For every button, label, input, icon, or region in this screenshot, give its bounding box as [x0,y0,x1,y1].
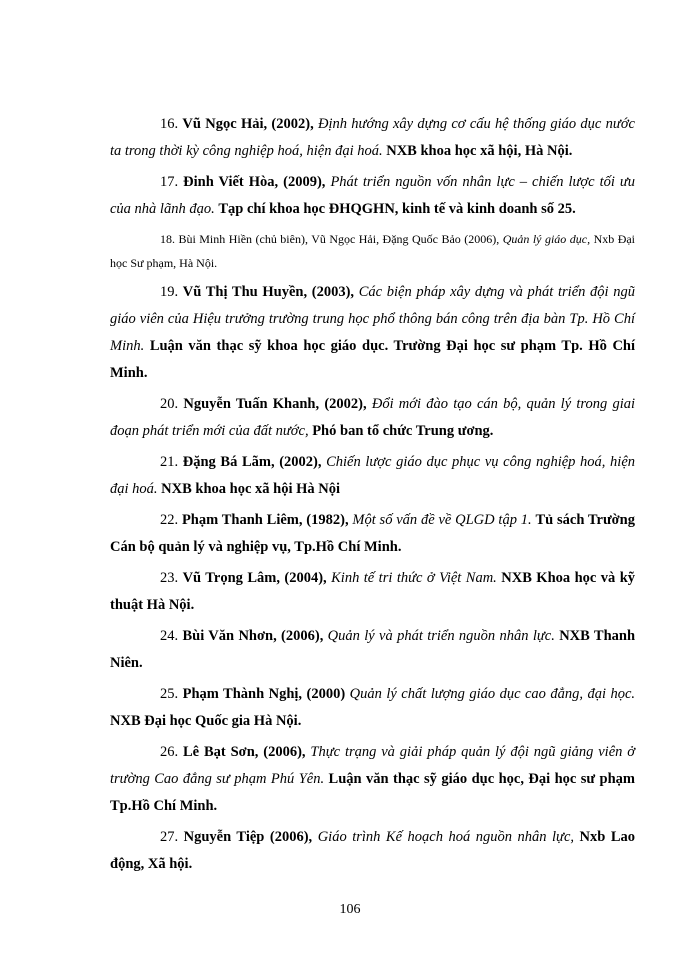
reference-author: Vũ Thị Thu Huyền, (2003), [182,284,355,300]
reference-item [110,169,635,223]
reference-author: Đặng Bá Lãm, (2002), [182,454,322,470]
reference-item [110,391,635,445]
reference-publisher: Tạp chí khoa học ĐHQGHN, kinh tế và kinh doanh số 25. [218,201,576,217]
reference-item [110,824,635,878]
reference-publisher: Phó ban tổ chức Trung ương. [312,423,494,439]
reference-title: Đổi mới đào tạo cán bộ, quản lý trong giai đoạn phát triển mới của đất nước, [110,396,636,439]
reference-author: Bùi Văn Nhơn, (2006), [182,628,324,644]
reference-number: 23. [160,570,179,586]
reference-author: Nguyễn Tuấn Khanh, (2002), [183,396,367,412]
reference-number: 26. [160,744,179,760]
reference-item [110,227,635,275]
reference-publisher: Luận văn thạc sỹ khoa học giáo dục. Trường Đại học sư phạm Tp. Hồ Chí Minh. [110,338,636,381]
reference-publisher: NXB khoa học xã hội, Hà Nội. [386,143,573,159]
reference-item [110,681,635,735]
reference-number: 21. [160,454,179,470]
reference-title: Phát triển nguồn vốn nhân lực – chiến lược tối ưu của nhà lãnh đạo. [110,174,636,217]
reference-item [110,507,635,561]
reference-number: 20. [160,396,179,412]
reference-publisher: NXB Khoa học và kỹ thuật Hà Nội. [110,570,636,613]
reference-title: Chiến lược giáo dục phục vụ công nghiệp hoá, hiện đại hoá. [110,454,636,497]
reference-title: Một số vấn đề về QLGD tập 1. [352,512,532,528]
reference-number: 16. [160,116,179,132]
reference-author: Vũ Ngọc Hải, (2002), [182,116,314,132]
reference-number: 27. [160,829,179,845]
reference-title: Các biện pháp xây dựng và phát triển đội ngũ giáo viên của Hiệu trưởng trường trung học phổ thông bán công trên địa bàn Tp. Hồ Chí Minh. [110,284,636,354]
reference-publisher: Nxb Đại học Sư phạm, Hà Nội. [110,232,636,270]
reference-item [110,279,635,387]
reference-number: 22. [160,512,179,528]
reference-title: Quản lý giáo dục, [502,232,591,246]
reference-title: Quản lý và phát triển nguồn nhân lực. [327,628,555,644]
reference-author: Phạm Thành Nghị, (2000) [182,686,346,702]
reference-title: Thực trạng và giải pháp quản lý đội ngũ giảng viên ở trường Cao đẳng sư phạm Phú Yên. [110,744,636,787]
page-number: 106 [339,902,361,917]
reference-number: 24. [160,628,179,644]
reference-title: Định hướng xây dựng cơ cấu hệ thống giáo dục nước ta trong thời kỳ công nghiệp hoá, hiện đại hoá. [110,116,635,159]
reference-item [110,565,635,619]
reference-number: 18. [160,232,175,246]
reference-title: Quản lý chất lượng giáo dục cao đẳng, đại học. [349,686,636,702]
reference-title: Giáo trình Kế hoạch hoá nguồn nhân lực, [317,829,575,845]
reference-publisher: NXB Đại học Quốc gia Hà Nội. [110,713,302,729]
reference-author: Đinh Viết Hòa, (2009), [183,174,326,190]
reference-list [110,111,635,882]
reference-item [110,739,635,820]
reference-publisher: Luận văn thạc sỹ giáo dục học, Đại học sư phạm Tp.Hồ Chí Minh. [110,771,635,814]
reference-author: Lê Bạt Sơn, (2006), [183,744,306,760]
reference-number: 25. [160,686,179,702]
reference-title: Kinh tế tri thức ở Việt Nam. [331,570,497,586]
reference-author: Vũ Trọng Lâm, (2004), [182,570,327,586]
reference-item [110,449,635,503]
reference-author: Nguyễn Tiệp (2006), [183,829,313,845]
reference-item [110,111,635,165]
reference-author: Phạm Thanh Liêm, (1982), [181,512,349,528]
reference-publisher: Tủ sách Trường Cán bộ quản lý và nghiệp vụ, Tp.Hồ Chí Minh. [110,512,636,555]
reference-item [110,623,635,677]
reference-number: 17. [160,174,179,190]
reference-author: Bùi Minh Hiền (chủ biên), Vũ Ngọc Hải, Đặng Quốc Bảo (2006), [178,232,500,246]
reference-number: 19. [160,284,179,300]
reference-publisher: NXB Thanh Niên. [110,628,636,671]
reference-publisher: Nxb Lao động, Xã hội. [110,829,636,872]
reference-publisher: NXB khoa học xã hội Hà Nội [161,481,341,497]
